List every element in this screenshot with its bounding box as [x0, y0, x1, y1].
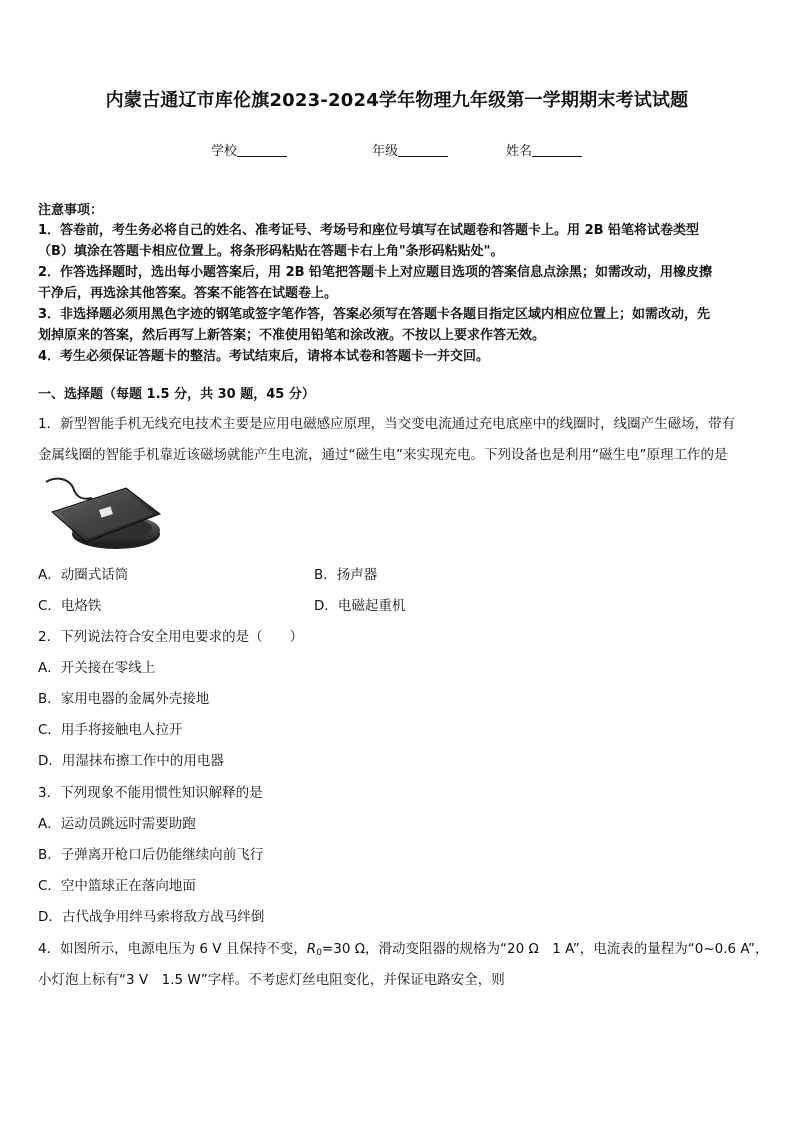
name-label: 姓名	[506, 144, 533, 159]
notice-line: 1．答卷前，考生务必将自己的姓名、准考证号、考场号和座位号填写在试题卷和答题卡上。用 2B 铅笔将试卷类型	[38, 223, 700, 238]
notice-line: 划掉原来的答案，然后再写上新答案；不准使用铅笔和涂改液。不按以上要求作答无效。	[38, 328, 546, 343]
q3-option-d: D．古代战争用绊马索将敌方战马绊倒	[38, 909, 265, 925]
q1-stem-line: 1．新型智能手机无线充电技术主要是应用电磁感应原理，当交变电流通过充电底座中的线圈时，线圈产生磁场，带有	[38, 416, 736, 432]
grade-label: 年级	[372, 144, 399, 159]
q3-stem: 3．下列现象不能用惯性知识解释的是	[38, 785, 263, 801]
q1-option-b: B．扬声器	[314, 567, 378, 583]
school-field	[211, 140, 287, 159]
notice-line: 干净后，再选涂其他答案。答案不能答在试题卷上。	[38, 286, 338, 301]
notice-line: 4．考生必须保证答题卡的整洁。考试结束后，请将本试卷和答题卡一并交回。	[38, 349, 490, 364]
school-blank	[237, 144, 287, 157]
q3-option-c: C．空中篮球正在落向地面	[38, 878, 196, 894]
q4-text: =30 Ω，滑动变阻器的规格为“20 Ω 1 A”，电流表的量程为“0~0.6 A”，	[321, 941, 769, 957]
name-blank	[532, 144, 582, 157]
q2-option-a: A．开关接在零线上	[38, 660, 156, 676]
page-title: 内蒙古通辽市库伦旗2023-2024学年物理九年级第一学期期末考试试题	[105, 90, 689, 111]
q3-option-a: A．运动员跳远时需要助跑	[38, 816, 196, 832]
wireless-charger-image	[44, 474, 162, 552]
grade-field	[372, 140, 448, 159]
q3-option-b: B．子弹离开枪口后仍能继续向前飞行	[38, 847, 264, 863]
q2-option-b: B．家用电器的金属外壳接地	[38, 691, 210, 707]
q4-stem-line: 小灯泡上标有“3 V 1.5 W”字样。不考虑灯丝电阻变化，并保证电路安全，则	[38, 972, 505, 988]
notice-line: 2．作答选择题时，选出每小题答案后，用 2B 铅笔把答题卡上对应题目选项的答案信息点涂黑；如需改动，用橡皮擦	[38, 265, 713, 280]
q2-stem: 2．下列说法符合安全用电要求的是（ ）	[38, 629, 304, 645]
q1-option-c: C．电烙铁	[38, 598, 102, 614]
q4-text: 4．如图所示，电源电压为 6 V 且保持不变，	[38, 941, 307, 957]
notice-line: （B）填涂在答题卡相应位置上。将条形码粘贴在答题卡右上角"条形码粘贴处"。	[38, 244, 504, 259]
school-label: 学校	[211, 144, 238, 159]
notice-heading: 注意事项：	[38, 203, 104, 218]
name-field	[506, 140, 582, 159]
q2-option-d: D．用湿抹布擦工作中的用电器	[38, 753, 224, 769]
notice-line: 3．非选择题必须用黑色字迹的钢笔或签字笔作答，答案必须写在答题卡各题目指定区域内相应位置上；如需改动，先	[38, 307, 711, 322]
q2-option-c: C．用手将接触电人拉开	[38, 722, 183, 738]
grade-blank	[398, 144, 448, 157]
q1-option-a: A．动圈式话筒	[38, 567, 129, 583]
q4-stem-line	[38, 937, 768, 958]
section-heading: 一、选择题（每题 1.5 分，共 30 题，45 分）	[38, 387, 315, 402]
r0-subscript: 0	[316, 948, 322, 958]
q1-stem-line: 金属线圈的智能手机靠近该磁场就能产生电流，通过“磁生电”来实现充电。下列设备也是利用“磁生电”原理工作的是	[38, 447, 728, 463]
q1-option-d: D．电磁起重机	[314, 598, 406, 614]
r0-symbol: R	[306, 941, 317, 957]
